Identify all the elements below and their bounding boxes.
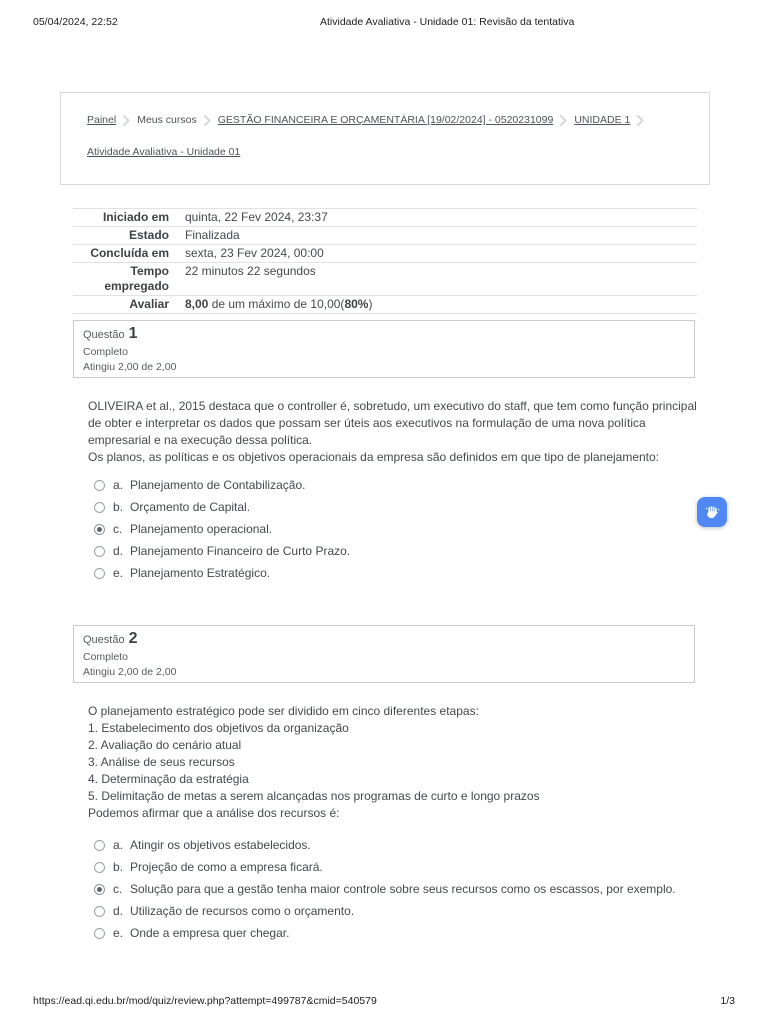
answer-option — [94, 861, 708, 874]
option-text: Projeção de como a empresa ficará. — [130, 860, 323, 874]
chevron-right-icon — [123, 115, 130, 126]
grade-close-paren: ) — [368, 297, 373, 311]
summary-label-estado: Estado — [128, 228, 169, 242]
breadcrumb — [60, 92, 710, 185]
radio-button[interactable] — [94, 862, 105, 873]
chevron-right-icon — [637, 115, 644, 126]
answer-option — [94, 545, 708, 558]
radio-button[interactable] — [94, 840, 105, 851]
question-2-text: O planejamento estratégico pode ser dividido em cinco diferentes etapas: — [88, 704, 479, 718]
breadcrumb-link-atividade[interactable]: Atividade Avaliativa - Unidade 01 — [87, 146, 241, 158]
question-1-options — [94, 479, 708, 580]
table-row — [73, 244, 697, 262]
question-label: Questão — [83, 634, 125, 646]
table-row — [73, 262, 697, 295]
option-letter: e. — [113, 566, 124, 580]
question-1-prompt: Os planos, as políticas e os objetivos operacionais da empresa são definidos em que tipo de planejamento: — [88, 450, 660, 464]
question-2-options — [94, 839, 708, 940]
option-text: Atingir os objetivos estabelecidos. — [130, 838, 311, 852]
option-letter: d. — [113, 544, 124, 558]
summary-label-concluida: Concluída em — [90, 246, 169, 260]
option-text: Solução para que a gestão tenha maior controle sobre seus recursos como os escassos, por exemplo. — [130, 882, 676, 896]
question-2-step: 5. Delimitação de metas a serem alcançadas nos programas de curto e longo prazos — [88, 789, 540, 803]
attempt-summary-table — [73, 208, 697, 314]
question-number: 1 — [128, 325, 138, 342]
summary-value-avaliar — [178, 297, 697, 312]
breadcrumb-link-unidade-1[interactable]: UNIDADE 1 — [574, 114, 631, 126]
summary-value-iniciado: quinta, 22 Fev 2024, 23:37 — [185, 210, 328, 224]
grade-mid-text: de um máximo de 10,00( — [208, 297, 345, 311]
option-letter: e. — [113, 926, 124, 940]
assistive-widget-button[interactable] — [697, 497, 727, 527]
question-1-info-box — [73, 320, 695, 378]
question-2-body — [88, 703, 708, 949]
answer-option — [94, 523, 708, 536]
chevron-right-icon — [204, 115, 211, 126]
radio-button[interactable] — [94, 568, 105, 579]
option-letter: c. — [113, 522, 123, 536]
option-text: Onde a empresa quer chegar. — [130, 926, 290, 940]
chevron-right-icon — [560, 115, 567, 126]
answer-option — [94, 883, 708, 896]
footer-url: https://ead.qi.edu.br/mod/quiz/review.php?attempt=499787&cmid=540579 — [33, 995, 377, 1007]
question-2-step: 2. Avaliação do cenário atual — [88, 738, 242, 752]
summary-label-iniciado: Iniciado em — [102, 210, 169, 224]
question-2-info-box — [73, 625, 695, 683]
summary-label-avaliar: Avaliar — [129, 297, 169, 311]
option-letter: b. — [113, 860, 124, 874]
breadcrumb-link-painel[interactable]: Painel — [87, 114, 117, 126]
question-1-grade: Atingiu 2,00 de 2,00 — [83, 361, 177, 373]
option-letter: d. — [113, 904, 124, 918]
table-row — [73, 295, 697, 314]
radio-button[interactable] — [94, 502, 105, 513]
option-letter: c. — [113, 882, 123, 896]
question-1-text: OLIVEIRA et al., 2015 destaca que o controller é, sobretudo, um executivo do staff, que tem como função principal de obter e interpretar os dados que possam ser úteis aos executivos na formulação de uma nova política empresarial e na execução dessa política. — [88, 399, 697, 447]
option-text: Utilização de recursos como o orçamento. — [130, 904, 355, 918]
breadcrumb-row-1 — [87, 113, 683, 127]
summary-value-concluida: sexta, 23 Fev 2024, 00:00 — [185, 246, 324, 260]
answer-option — [94, 479, 708, 492]
question-2-grade: Atingiu 2,00 de 2,00 — [83, 666, 177, 678]
answer-option — [94, 839, 708, 852]
question-1-status: Completo — [83, 346, 128, 358]
question-2-step: 4. Determinação da estratégia — [88, 772, 249, 786]
question-label: Questão — [83, 329, 125, 341]
answer-option — [94, 905, 708, 918]
print-header-datetime: 05/04/2024, 22:52 — [33, 16, 118, 28]
table-row — [73, 208, 697, 226]
option-text: Planejamento Estratégico. — [130, 566, 271, 580]
question-2-step: 3. Análise de seus recursos — [88, 755, 235, 769]
radio-button[interactable] — [94, 546, 105, 557]
answer-option — [94, 927, 708, 940]
grade-score: 8,00 — [185, 297, 209, 311]
grade-percent: 80% — [344, 297, 369, 311]
question-number: 2 — [128, 630, 138, 647]
table-row — [73, 226, 697, 244]
breadcrumb-row-2 — [87, 145, 683, 159]
breadcrumb-item-meus-cursos: Meus cursos — [137, 114, 197, 126]
summary-label-tempo: Tempo empregado — [104, 264, 169, 293]
answer-option — [94, 567, 708, 580]
question-2-prompt: Podemos afirmar que a análise dos recursos é: — [88, 806, 340, 820]
radio-button[interactable] — [94, 480, 105, 491]
radio-button[interactable] — [94, 884, 105, 895]
answer-option — [94, 501, 708, 514]
question-1-title — [83, 325, 685, 343]
question-2-status: Completo — [83, 651, 128, 663]
option-text: Planejamento de Contabilização. — [130, 478, 306, 492]
radio-button[interactable] — [94, 524, 105, 535]
summary-value-estado: Finalizada — [185, 228, 240, 242]
question-2-step: 1. Estabelecimento dos objetivos da organização — [88, 721, 349, 735]
hand-icon — [704, 504, 721, 521]
print-header-title: Atividade Avaliativa - Unidade 01: Revisão da tentativa — [320, 16, 575, 28]
option-text: Orçamento de Capital. — [130, 500, 251, 514]
question-1-body — [88, 398, 708, 589]
question-2-title — [83, 630, 685, 648]
option-letter: a. — [113, 838, 124, 852]
option-letter: b. — [113, 500, 124, 514]
option-text: Planejamento operacional. — [130, 522, 273, 536]
option-text: Planejamento Financeiro de Curto Prazo. — [130, 544, 351, 558]
radio-button[interactable] — [94, 928, 105, 939]
radio-button[interactable] — [94, 906, 105, 917]
breadcrumb-link-course[interactable]: GESTÃO FINANCEIRA E ORÇAMENTÁRIA [19/02/2024] - 0520231099 — [217, 114, 554, 126]
footer-page-number: 1/3 — [720, 995, 735, 1007]
summary-value-tempo: 22 minutos 22 segundos — [185, 264, 316, 278]
option-letter: a. — [113, 478, 124, 492]
